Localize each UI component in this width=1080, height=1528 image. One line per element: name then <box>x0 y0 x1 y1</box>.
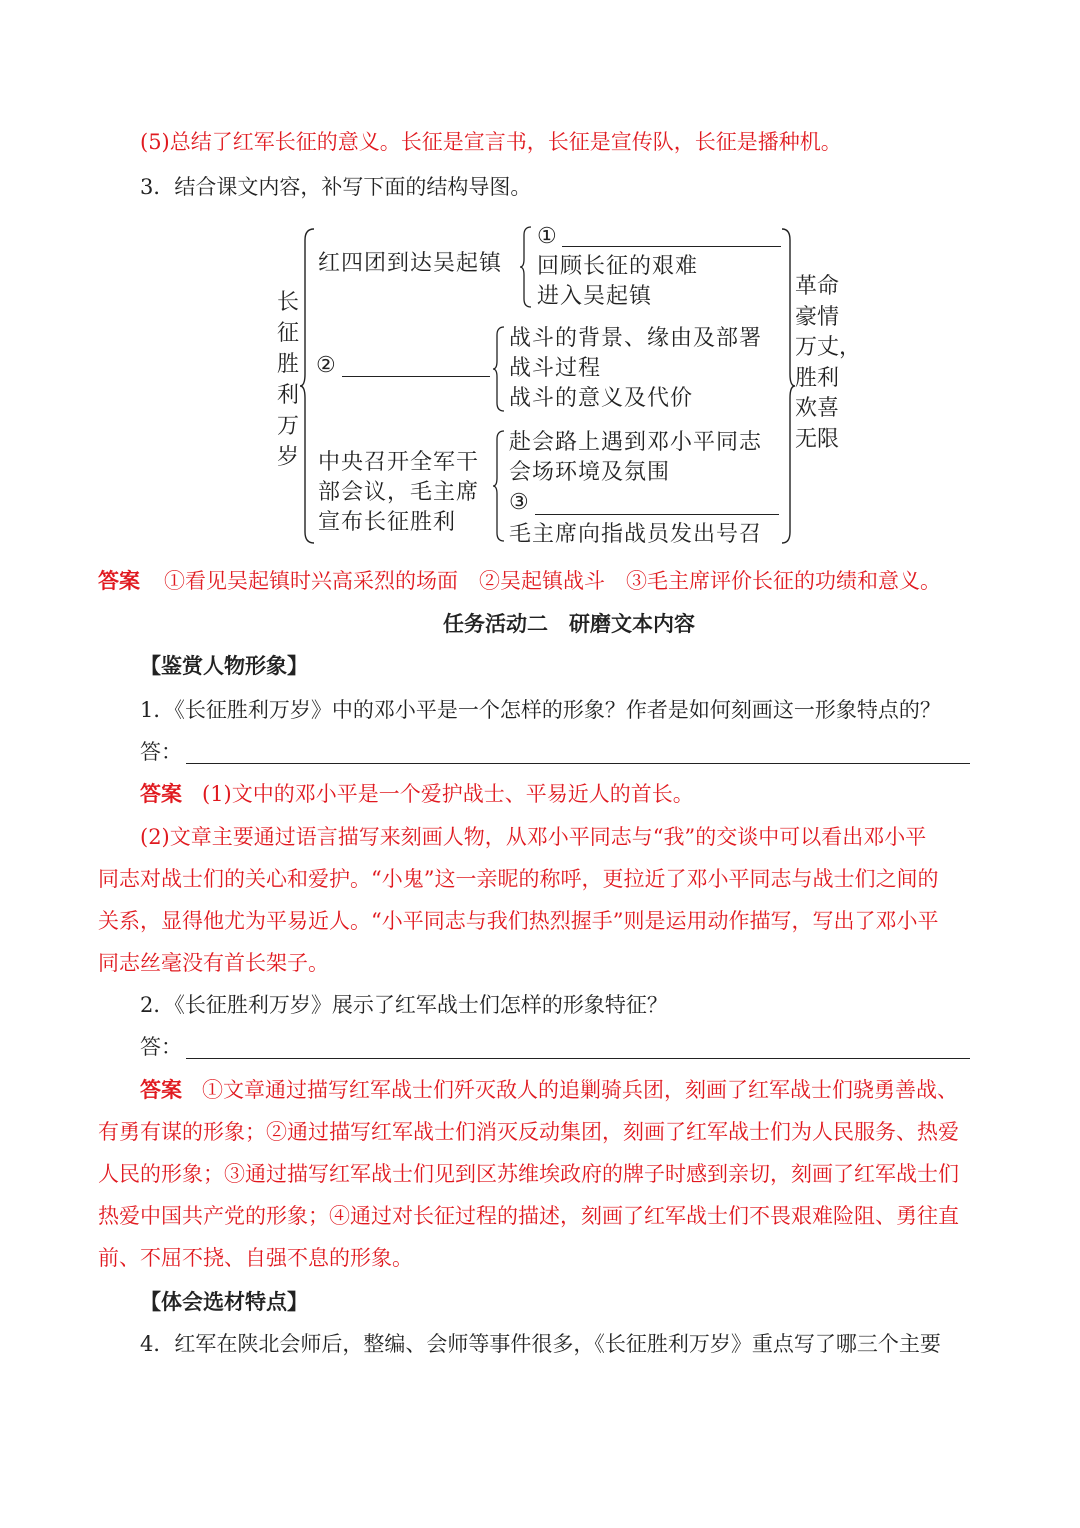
branch-2-item-2: 战斗过程 <box>509 356 602 381</box>
branch-3-brace <box>494 430 506 542</box>
right-brace <box>780 228 794 544</box>
section-1-title: 【鉴赏人物形象】 <box>140 654 308 678</box>
answer-tag: 答案 <box>140 1078 182 1102</box>
branch-1-item-2: 回顾长征的艰难 <box>537 254 699 279</box>
branch-2-item-1: 战斗的背景、缘由及部署 <box>509 326 763 351</box>
diagram-root-title <box>277 287 301 473</box>
question-4: 4．红军在陕北会师后，整编、会师等事件很多，《长征胜利万岁》重点写了哪三个主要 <box>140 1332 941 1356</box>
root-char: 岁 <box>277 445 300 470</box>
question-2-answer-line[interactable] <box>186 1058 970 1059</box>
root-char: 万 <box>277 414 300 439</box>
branch-3-item-4: 毛主席向指战员发出号召 <box>509 522 763 547</box>
root-char: 长 <box>277 290 300 315</box>
conclusion-line: 胜利 <box>795 365 840 391</box>
question-2-answer-line-1 <box>140 1077 958 1103</box>
question-1-answer-label: 答： <box>140 740 182 764</box>
branch-1-brace <box>521 226 533 308</box>
branch-2-brace <box>494 326 506 412</box>
question-1-answer-line[interactable] <box>186 763 970 764</box>
question-1-answer-line-4: 关系，显得他尤为平易近人。“小平同志与我们热烈握手”则是运用动作描写，写出了邓小平 <box>98 909 939 933</box>
conclusion-line: 无限 <box>795 426 840 452</box>
branch-3-label-line-2: 部会议，毛主席 <box>318 480 480 505</box>
conclusion-line: 欢喜 <box>795 396 840 421</box>
root-char: 征 <box>277 321 300 346</box>
question-1-answer-line-5: 同志丝毫没有首长架子。 <box>98 951 329 975</box>
question-2-answer-label: 答： <box>140 1035 182 1059</box>
question-1: 1．《长征胜利万岁》中的邓小平是一个怎样的形象？作者是如何刻画这一形象特点的？ <box>140 698 941 722</box>
blank-line-1 <box>562 246 781 247</box>
branch-3-item-2: 会场环境及氛围 <box>509 460 671 485</box>
branch-1-item-1: ① <box>537 224 558 249</box>
question-1-answer-line-3: 同志对战士们的关心和爱护。“小鬼”这一亲昵的称呼，更拉近了邓小平同志与战士们之间的 <box>98 867 939 891</box>
answer-3 <box>98 568 941 594</box>
conclusion-line: 万丈， <box>795 335 862 360</box>
question-2-answer-line-3: 人民的形象；③通过描写红军战士们见到区苏维埃政府的牌子时感到亲切，刻画了红军战士们 <box>98 1162 959 1186</box>
blank-line-3 <box>535 514 779 515</box>
branch-1-item-3: 进入吴起镇 <box>537 284 653 309</box>
section-2-title: 【体会选材特点】 <box>140 1290 308 1314</box>
blank-line-2 <box>342 376 490 377</box>
question-2-answer-line-4: 热爱中国共产党的形象；④通过对长征过程的描述，刻画了红军战士们不畏艰难险阻、勇往直 <box>98 1204 959 1228</box>
root-char: 胜 <box>277 352 300 377</box>
question-1-answer-line-2: (2)文章主要通过语言描写来刻画人物，从邓小平同志与“我”的交谈中可以看出邓小平 <box>140 825 927 849</box>
question-2: 2．《长征胜利万岁》展示了红军战士们怎样的形象特征？ <box>140 993 668 1017</box>
answer-tag: 答案 <box>98 569 140 593</box>
branch-1-label: 红四团到达吴起镇 <box>318 251 503 276</box>
branch-3-item-3: ③ <box>509 490 530 515</box>
question-2-answer-line-2: 有勇有谋的形象；②通过描写红军战士们消灭反动集团，刻画了红军战士们为人民服务、热爱 <box>98 1120 959 1144</box>
branch-2-item-3: 战斗的意义及代价 <box>509 386 694 411</box>
branch-3-label-line-3: 宣布长征胜利 <box>318 510 457 535</box>
question-2-answer-line-5: 前、不屈不挠、自强不息的形象。 <box>98 1246 413 1270</box>
question-3: 3．结合课文内容，补写下面的结构导图。 <box>140 175 532 199</box>
branch-2-label: ② <box>316 353 337 378</box>
question-1-answer-line-1 <box>140 781 694 807</box>
branch-3-label-line-1: 中央召开全军干 <box>318 450 480 475</box>
main-brace <box>302 228 316 544</box>
answer-3-text: ①看见吴起镇时兴高采烈的场面 ②吴起镇战斗 ③毛主席评价长征的功绩和意义。 <box>164 569 941 593</box>
conclusion-line: 豪情 <box>795 304 840 330</box>
answer-text: ①文章通过描写红军战士们歼灭敌人的追剿骑兵团，刻画了红军战士们骁勇善战、 <box>202 1078 958 1102</box>
root-char: 利 <box>277 383 300 408</box>
item-5-text: (5)总结了红军长征的意义。长征是宣言书，长征是宣传队，长征是播种机。 <box>140 130 842 154</box>
answer-tag: 答案 <box>140 782 182 806</box>
task-2-title: 任务活动二 研磨文本内容 <box>443 612 695 636</box>
answer-text: (1)文中的邓小平是一个爱护战士、平易近人的首长。 <box>202 782 694 806</box>
conclusion-line: 革命 <box>795 274 840 299</box>
branch-3-item-1: 赴会路上遇到邓小平同志 <box>509 430 763 455</box>
diagram-conclusion <box>795 272 861 455</box>
